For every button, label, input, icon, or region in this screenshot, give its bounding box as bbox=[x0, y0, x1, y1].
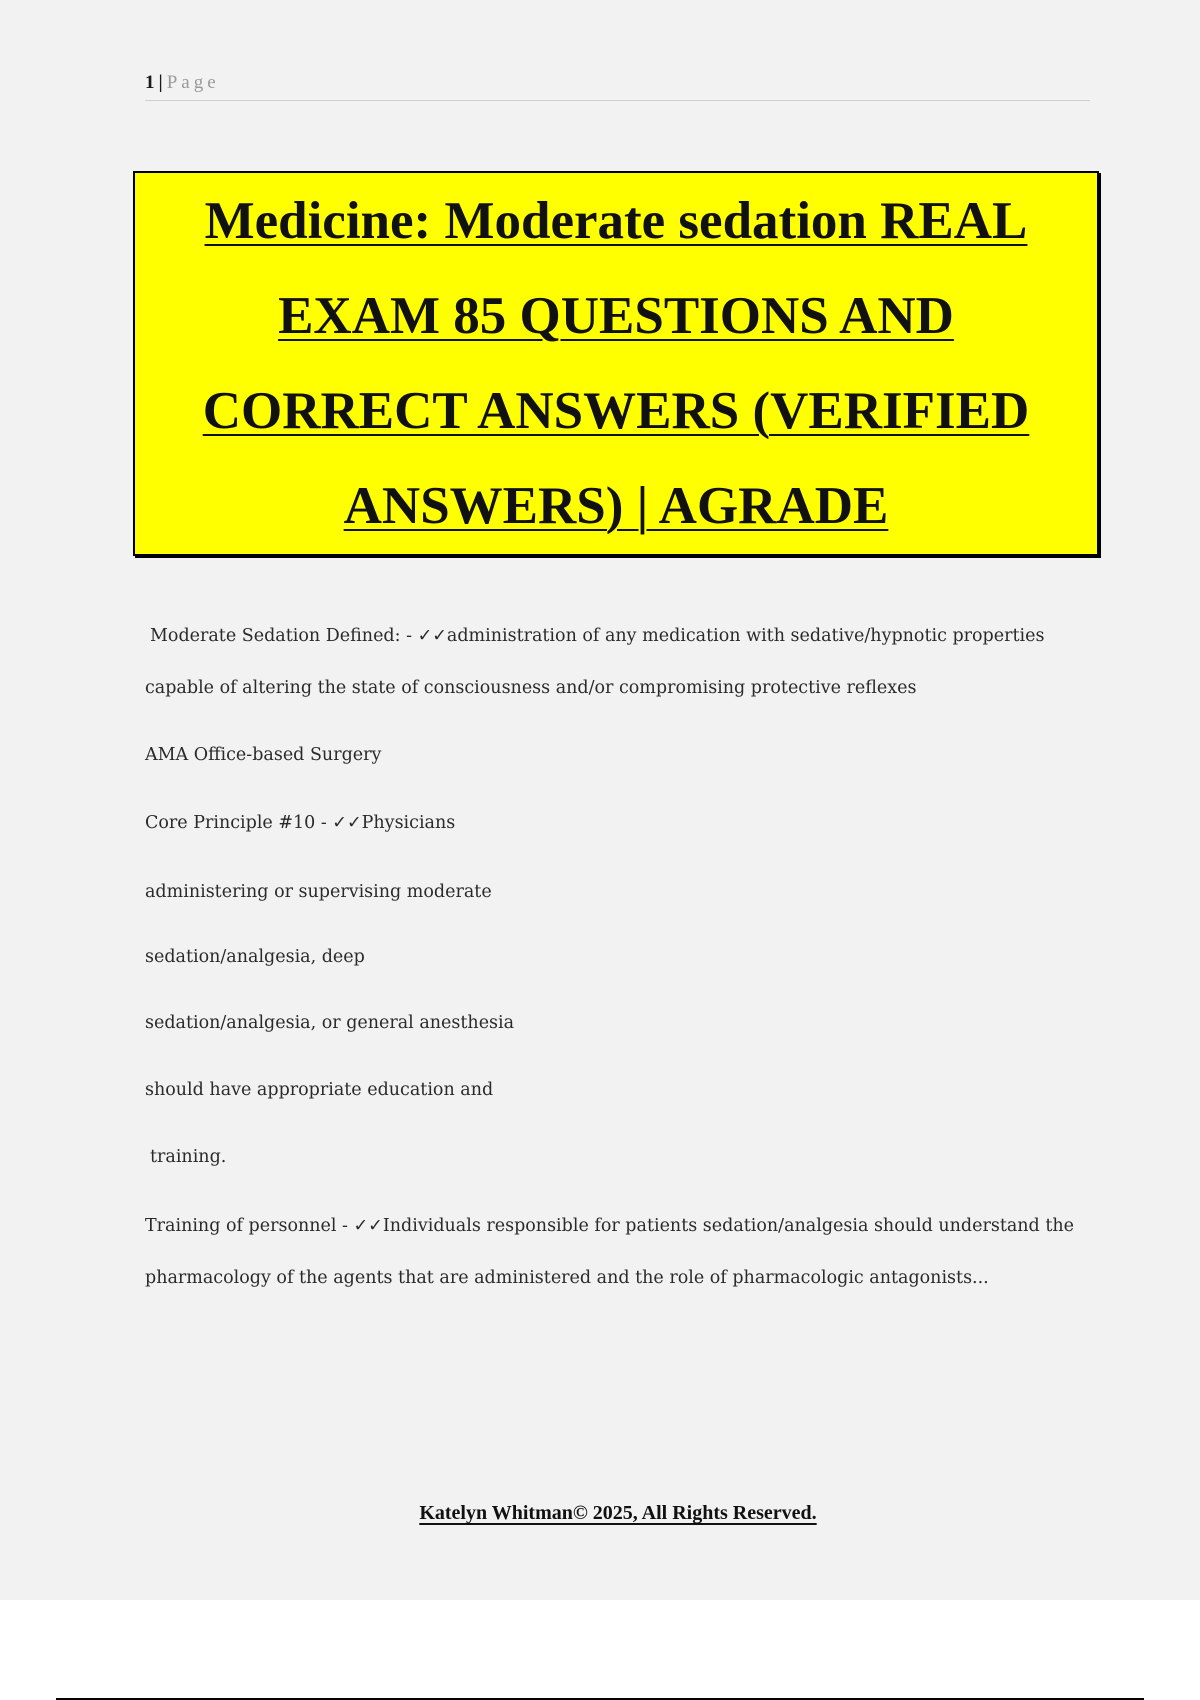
body-line-1: Moderate Sedation Defined: - ✓✓administration of any medication with sedative/hypnotic properties bbox=[150, 626, 1045, 646]
body-line-2: capable of altering the state of consciousness and/or compromising protective reflexes bbox=[145, 678, 917, 698]
copyright-footer bbox=[0, 1502, 1200, 1525]
body-line-11: pharmacology of the agents that are administered and the role of pharmacologic antagonists... bbox=[145, 1268, 989, 1288]
body-line-7: sedation/analgesia, or general anesthesia bbox=[145, 1013, 515, 1033]
body-line-3: AMA Office-based Surgery bbox=[145, 745, 382, 765]
title-line-3: CORRECT ANSWERS (VERIFIED bbox=[202, 381, 1030, 440]
body-line-8: should have appropriate education and bbox=[145, 1080, 494, 1100]
title-box bbox=[133, 171, 1099, 556]
title-line-4: ANSWERS) | AGRADE bbox=[343, 476, 889, 535]
body-line-10: Training of personnel - ✓✓Individuals responsible for patients sedation/analgesia should understand the bbox=[145, 1216, 1074, 1236]
body-line-4: Core Principle #10 - ✓✓Physicians bbox=[145, 813, 456, 833]
title-line-2: EXAM 85 QUESTIONS AND bbox=[278, 286, 954, 345]
body-line-6: sedation/analgesia, deep bbox=[145, 947, 365, 967]
page-number: 1 bbox=[145, 72, 155, 93]
title-line-1: Medicine: Moderate sedation REAL bbox=[204, 191, 1028, 250]
page-header bbox=[145, 72, 1090, 101]
copyright-text: Katelyn Whitman© 2025, All Rights Reserved. bbox=[419, 1502, 817, 1524]
page-separator: | bbox=[158, 72, 163, 93]
body-line-9: training. bbox=[150, 1147, 227, 1167]
page-label: Page bbox=[166, 72, 220, 93]
body-line-5: administering or supervising moderate bbox=[145, 882, 492, 902]
